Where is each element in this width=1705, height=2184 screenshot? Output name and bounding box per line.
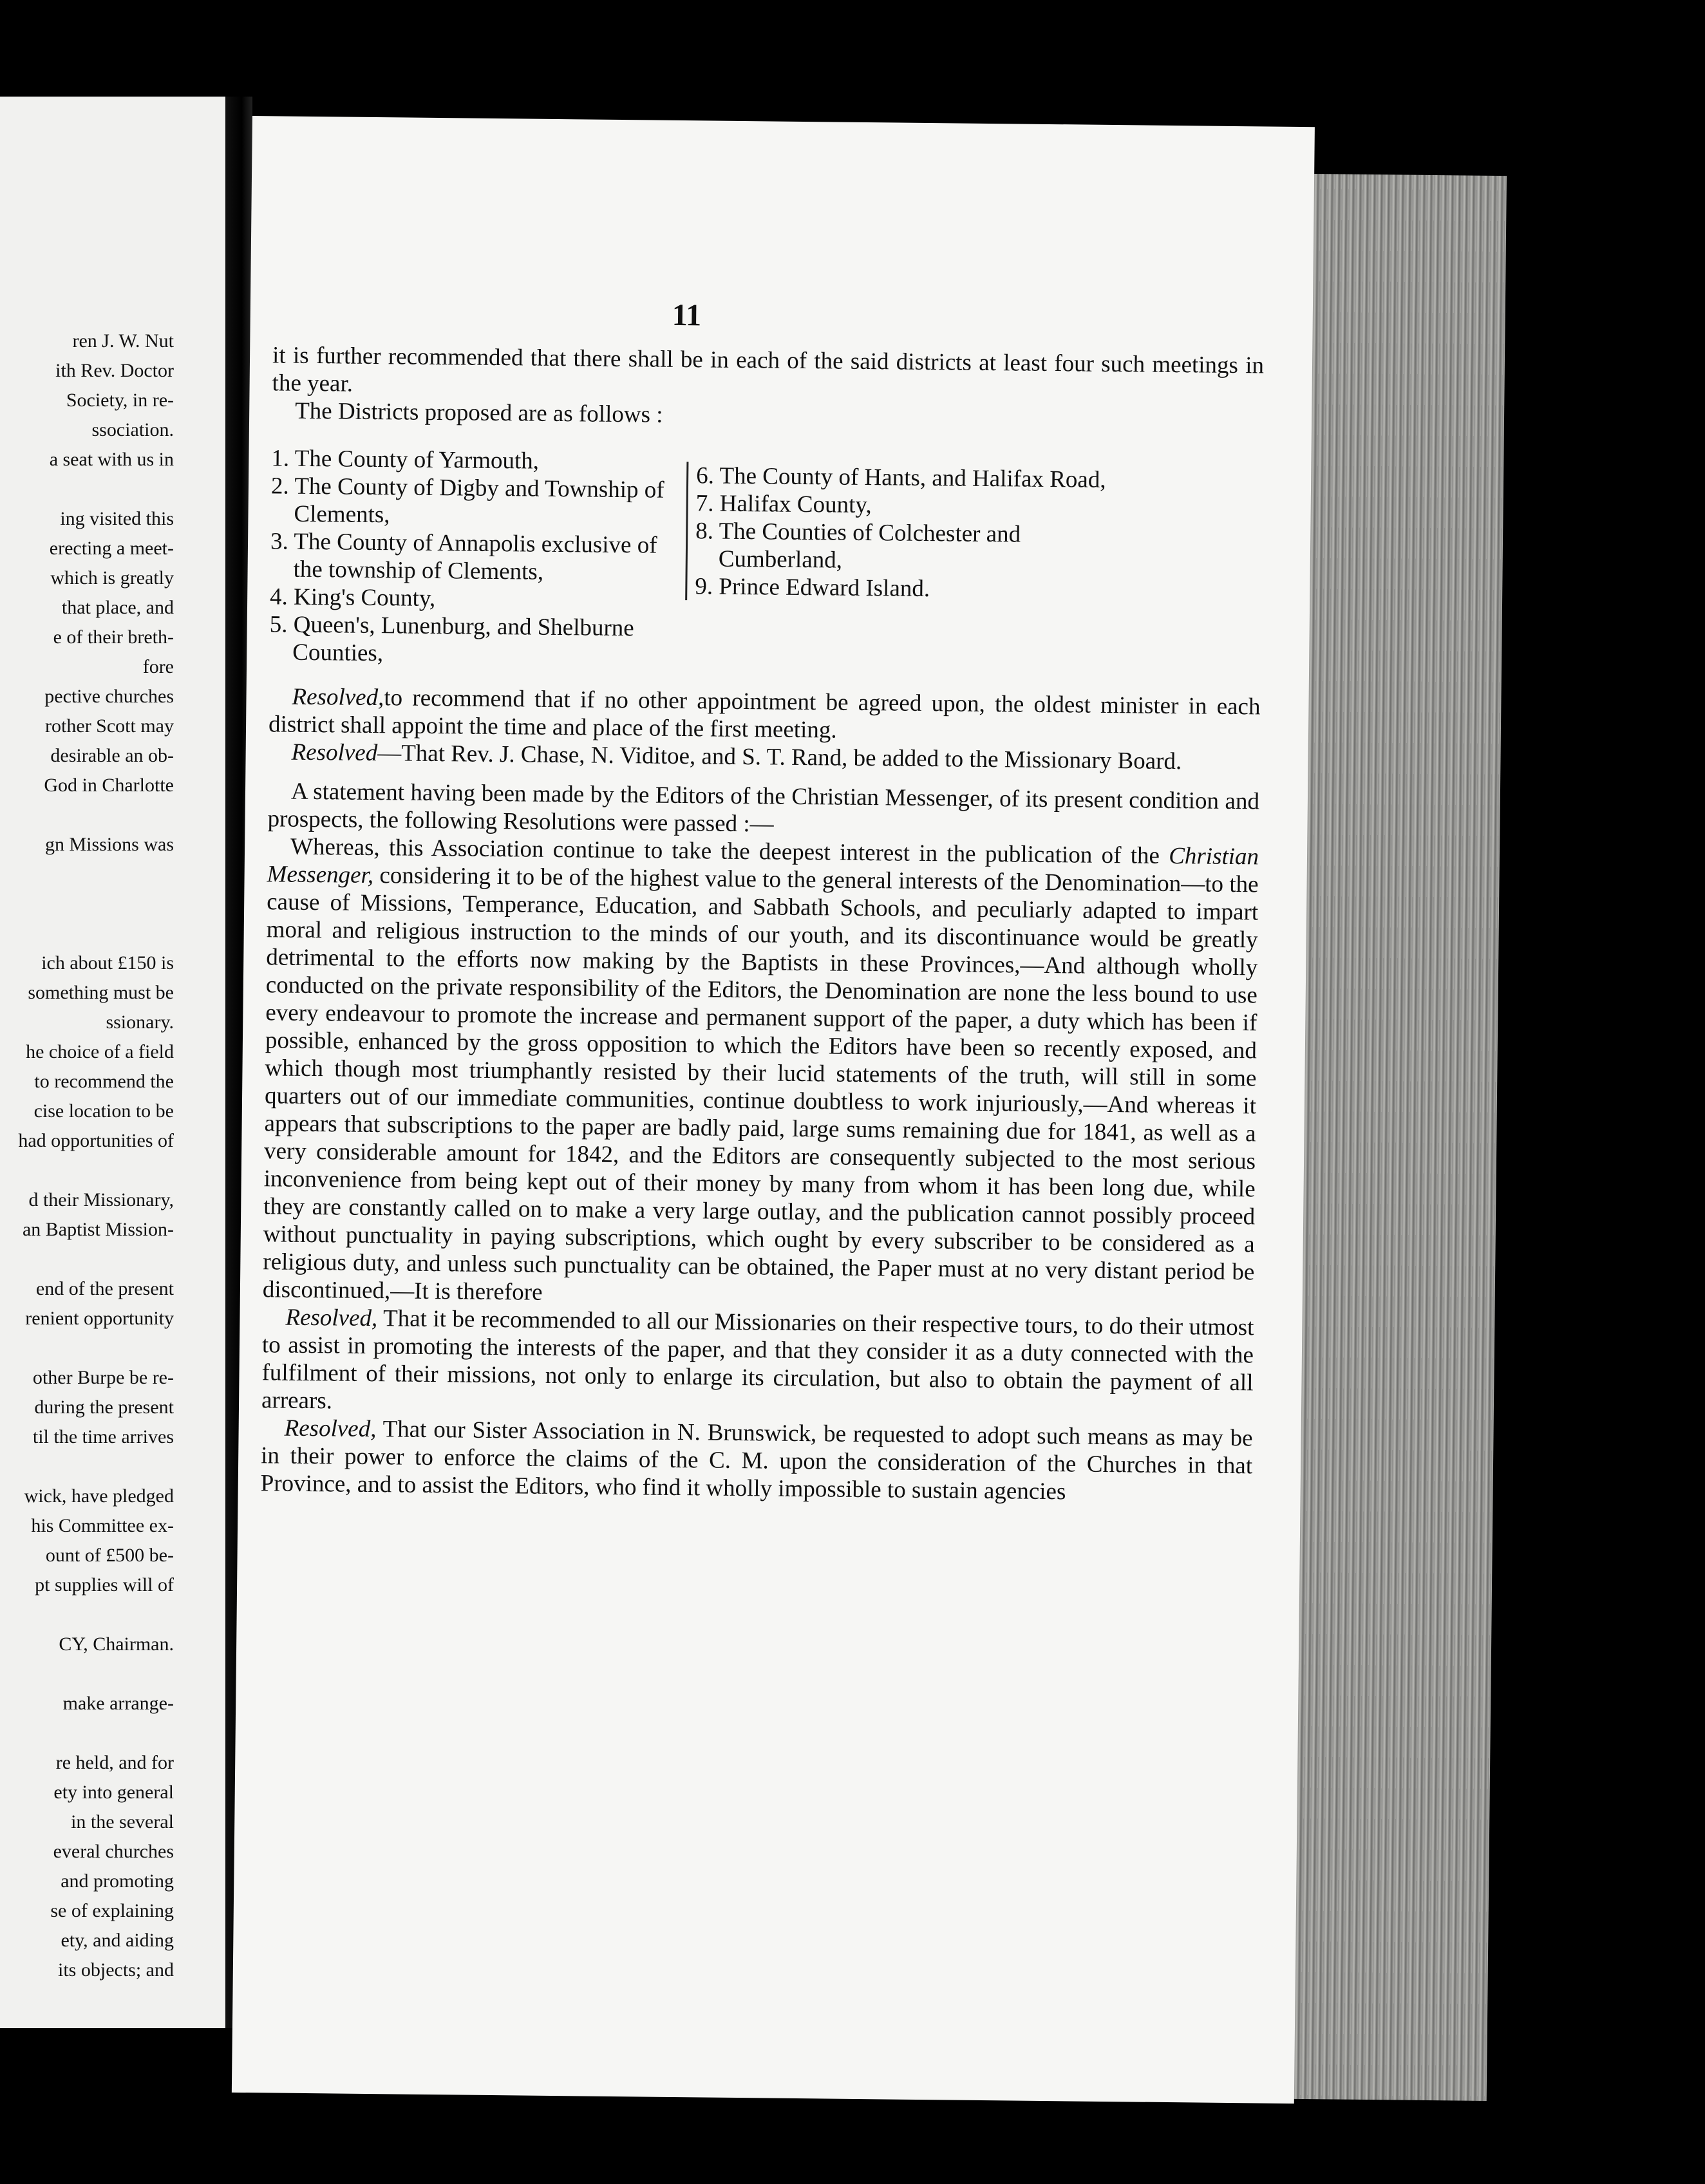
- left-page-line: e of their breth-: [53, 626, 174, 648]
- left-page-line: everal churches: [53, 1841, 174, 1862]
- districts-heading: The Districts proposed are as follows :: [294, 397, 663, 428]
- whereas-publication-title: Christian Messenger,: [267, 842, 1259, 889]
- left-page-line: in the several: [71, 1811, 174, 1832]
- left-page-line: rother Scott may: [45, 715, 174, 737]
- left-page-line: fore: [142, 656, 174, 677]
- left-page: [0, 97, 225, 2028]
- intro-block: [272, 341, 1264, 435]
- left-page-line: ety into general: [53, 1782, 174, 1803]
- whereas-text-a: Whereas, this Association continue to take the deepest interest in the publication of the: [290, 833, 1169, 869]
- left-page-line: CY, Chairman.: [59, 1633, 174, 1655]
- left-page-line: pt supplies will of: [35, 1574, 174, 1596]
- statement-paragraph: A statement having been made by the Editors of the Christian Messenger, of its present condition and prospects, the following Resolutions were passed :—: [267, 778, 1260, 838]
- district-item: 3. The County of Annapolis exclusive of the township of Clements,: [270, 528, 657, 585]
- resolution-4-text: That our Sister Association in N. Brunswick, be requested to adopt such means as may be in their power to enforce the claims of the C. M. upon the consideration of the Churches in that Province, and to assist the Editors, who find it wholly impossible to sustain agencies: [260, 1416, 1253, 1505]
- left-page-line: and promoting: [61, 1870, 174, 1892]
- left-page-line: ren J. W. Nut: [72, 330, 174, 352]
- left-page-line: desirable an ob-: [50, 745, 174, 766]
- resolution-1-text: to recommend that if no other appointment be agreed upon, the oldest minister in each district shall appoint the time and place of the first meeting.: [268, 684, 1261, 744]
- left-page-line: gn Missions was: [44, 834, 174, 855]
- left-page-line: an Baptist Mission-: [22, 1219, 174, 1240]
- left-page-line: erecting a meet-: [49, 538, 174, 559]
- resolution-3-text: That it be recommended to all our Missionaries on their respective tours, to do their utmost to assist in promoting the interests of the paper, and that they consider it as a duty connected with the fulfilment of their missions, not only to enlarge its circulation, but also to obtain the payment of all arrears.: [261, 1305, 1254, 1415]
- left-page-line: during the present: [34, 1397, 174, 1418]
- left-page-line: ssociation.: [91, 419, 174, 440]
- district-item: 9. Prince Edward Island.: [695, 573, 930, 603]
- left-page-line: ount of £500 be-: [45, 1545, 174, 1566]
- resolutions-block: [261, 682, 1261, 1507]
- resolution-2-label: Resolved: [291, 739, 378, 767]
- left-page-line: had opportunities of: [18, 1130, 174, 1151]
- left-page-line: he choice of a field: [26, 1041, 174, 1062]
- resolution-3: [261, 1303, 1254, 1424]
- district-item: 1. The County of Yarmouth,: [271, 445, 540, 475]
- left-page-line: wick, have pledged: [24, 1485, 174, 1507]
- resolution-4: [261, 1414, 1253, 1507]
- left-page-line: renient opportunity: [25, 1308, 174, 1329]
- district-item: 5. Queen's, Lunenburg, and Shelburne Counties,: [269, 611, 634, 667]
- left-page-line: d their Missionary,: [28, 1189, 174, 1210]
- resolution-2-text: —That Rev. J. Chase, N. Viditoe, and S. T. Rand, be added to the Missionary Board.: [377, 740, 1182, 775]
- left-page-line: make arrange-: [62, 1693, 174, 1714]
- district-item: 7. Halifax County,: [695, 490, 872, 519]
- page-edges: [1294, 174, 1507, 2101]
- district-item: 4. King's County,: [269, 583, 436, 612]
- page-number: 11: [672, 297, 702, 333]
- districts-left-column: [269, 444, 671, 670]
- left-page-line: end of the present: [35, 1278, 174, 1299]
- left-page-line: other Burpe be re-: [32, 1367, 174, 1388]
- intro-paragraph: it is further recommended that there shall be in each of the said districts at least four such meetings in the year.: [272, 342, 1265, 397]
- resolution-4-label: Resolved,: [284, 1415, 377, 1443]
- resolution-1: [268, 682, 1261, 748]
- districts-right-column: [685, 462, 1108, 605]
- left-page-line: ety, and aiding: [61, 1930, 174, 1951]
- left-page-line: cise location to be: [33, 1100, 174, 1122]
- right-page: [232, 116, 1315, 2104]
- resolution-3-label: Resolved,: [285, 1304, 378, 1332]
- left-page-line: that place, and: [61, 597, 174, 618]
- left-page-line: Society, in re-: [66, 390, 174, 411]
- resolution-1-label: Resolved,: [292, 683, 384, 711]
- left-page-line: to recommend the: [34, 1071, 174, 1092]
- left-page-line: til the time arrives: [32, 1426, 174, 1447]
- district-item: 8. The Counties of Colchester and Cumberland,: [695, 518, 1021, 574]
- left-page-line: God in Charlotte: [44, 775, 174, 796]
- left-page-line: se of explaining: [50, 1900, 174, 1921]
- left-page-line: which is greatly: [50, 567, 174, 588]
- left-page-line: ith Rev. Doctor: [55, 360, 174, 381]
- left-page-line: re held, and for: [55, 1752, 174, 1773]
- left-page-line: ich about £150 is: [41, 952, 174, 974]
- whereas-text-b: considering it to be of the highest value to the general interests of the Denomination—to the cause of Missions, Temperance, Education, and Sabbath Schools, and peculiarly adapted to impart moral and religious instruction to the minds of our youth, and its discontinuance would be greatly detrimental to the efforts now making by the Baptists in these Provinces,—And although wholly conducted on the private responsibility of the Editors, the Denomination are none the less bound to use every endeavour to promote the increase and permanent support of the paper, a duty which has been if possible, enhanced by the gross opposition to which the Editors have been so recently exposed, and which though most triumphantly resisted by their lucid statements of the truth, will still in some quarters out of our immediate communities, continue doubtless to work injuriously,—And whereas it appears that subscriptions to the paper are badly paid, large sums remaining due for 1841, as well as a very considerable amount for 1842, and the Editors are consequently subjected to the most serious inconvenience from being kept out of their money by many from whom it has been long due, while they are constantly called on to make a very large outlay, and the publication cannot possibly proceed without punctuality in paying subscriptions, which ought by every subscriber to be considered as a religious duty, and unless such punctuality can be obtained, the Paper must at no very distant period be discontinued,—It is therefore: [262, 862, 1259, 1306]
- district-item: 2. The County of Digby and Township of Clements,: [270, 473, 664, 529]
- left-page-line: ing visited this: [60, 508, 174, 529]
- left-page-line: a seat with us in: [49, 449, 174, 470]
- left-page-line: his Committee ex-: [31, 1515, 174, 1536]
- left-page-line: pective churches: [44, 686, 174, 707]
- district-item: 6. The County of Hants, and Halifax Road,: [695, 462, 1106, 493]
- left-page-line: something must be: [28, 982, 174, 1003]
- left-page-line: ssionary.: [106, 1012, 174, 1033]
- whereas-paragraph: [263, 833, 1259, 1313]
- left-page-line: its objects; and: [58, 1959, 174, 1981]
